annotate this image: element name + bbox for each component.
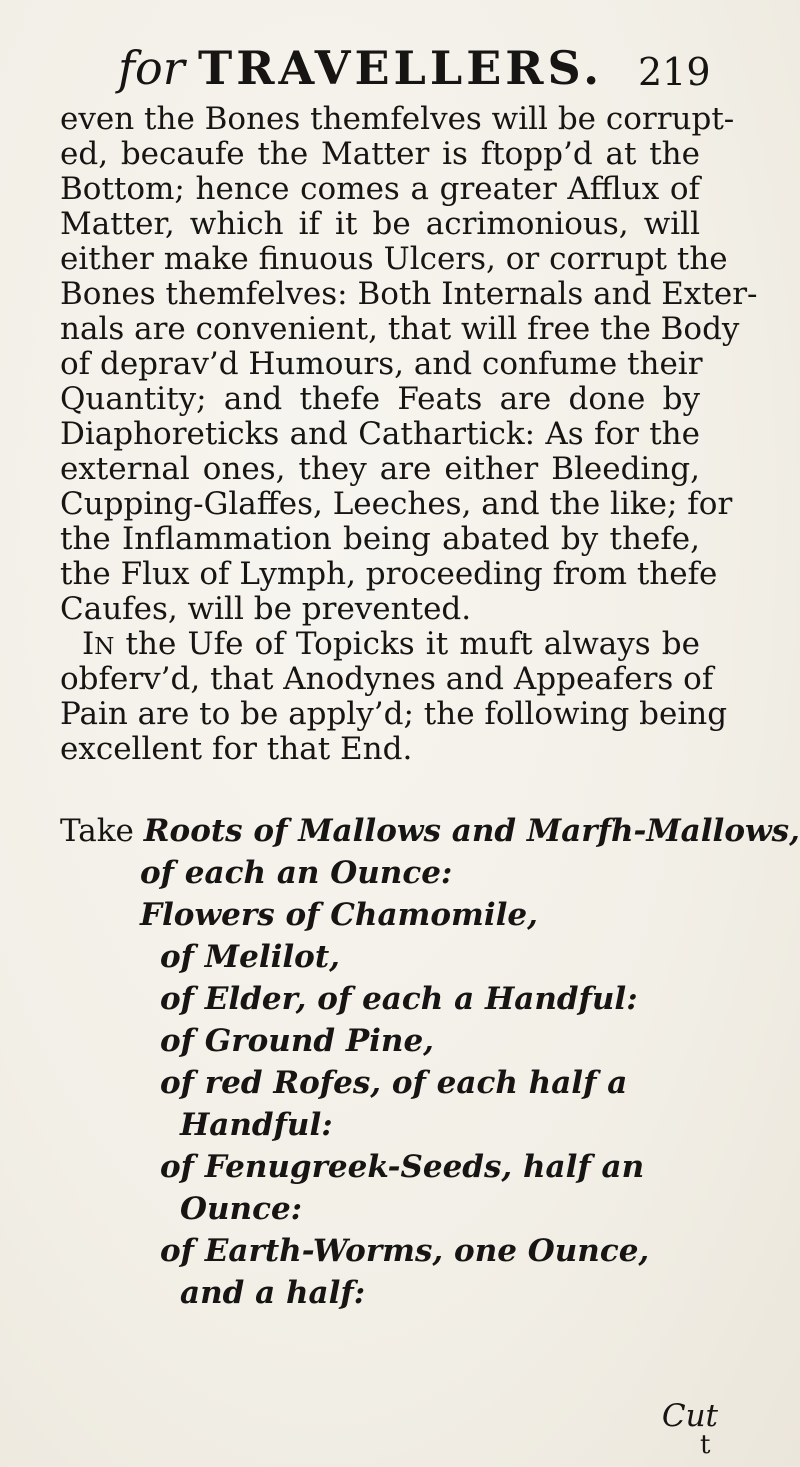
recipe-line: and a half:	[180, 1275, 366, 1311]
recipe-line: of Elder, of each a Handful:	[160, 981, 638, 1017]
text-line: Matter, which if it be acrimonious, will	[60, 206, 700, 242]
small-caps: N	[94, 634, 115, 660]
recipe-text: Roots of Mallows and Marfh-Mallows,	[143, 813, 800, 849]
recipe-line: Flowers of Chamomile,	[140, 897, 538, 933]
header-title: TRAVELLERS.	[198, 41, 604, 95]
text-line: external ones, they are either Bleeding,	[60, 451, 700, 487]
text-line: Quantity; and thefe Feats are done by	[60, 381, 700, 417]
text-line: Caufes, will be prevented.	[60, 591, 472, 627]
text-line: the Flux of Lymph, proceeding from thefe	[60, 556, 718, 592]
text-fragment: the Ufe of Topicks it muft always be	[114, 626, 700, 662]
page-number: 219	[638, 50, 711, 94]
text-line: Diaphoreticks and Cathartick: As for the	[60, 416, 700, 452]
recipe-line: of Fenugreek-Seeds, half an	[160, 1149, 645, 1185]
text-line: excellent for that End.	[60, 731, 413, 767]
recipe-line: of Ground Pine,	[160, 1023, 434, 1059]
signature-mark: t	[700, 1430, 711, 1460]
text-line: Cupping-Glaffes, Leeches, and the like; for	[60, 486, 733, 522]
recipe-line: of each an Ounce:	[140, 855, 453, 891]
recipe-line: of Melilot,	[160, 939, 340, 975]
text-line: Pain are to be apply’d; the following being	[60, 696, 728, 732]
recipe-line: of red Rofes, of each half a	[160, 1065, 628, 1101]
drop-initial: I	[82, 626, 95, 662]
text-line: ed, becaufe the Matter is ftopp’d at the	[60, 136, 700, 172]
recipe-line: Ounce:	[180, 1191, 303, 1227]
text-line: Bones themfelves: Both Internals and Exter-	[60, 276, 758, 312]
recipe-line: of Earth-Worms, one Ounce,	[160, 1233, 650, 1269]
recipe-line: Handful:	[180, 1107, 333, 1143]
text-line: the Inflammation being abated by thefe,	[60, 521, 700, 557]
recipe-line	[60, 810, 800, 852]
text-line: nals are convenient, that will free the Body	[60, 311, 740, 347]
recipe-take: Take	[60, 813, 134, 849]
catchword: Cut	[661, 1398, 718, 1434]
text-line: either make finuous Ulcers, or corrupt the	[60, 241, 728, 277]
text-line: Bottom; hence comes a greater Afflux of	[60, 171, 700, 207]
running-header	[118, 38, 711, 98]
header-prefix: for	[118, 41, 185, 95]
text-line: obferv’d, that Anodynes and Appeafers of	[60, 661, 714, 697]
text-line: even the Bones themfelves will be corrupt-	[60, 101, 735, 137]
text-line: of deprav’d Humours, and confume their	[60, 346, 703, 382]
